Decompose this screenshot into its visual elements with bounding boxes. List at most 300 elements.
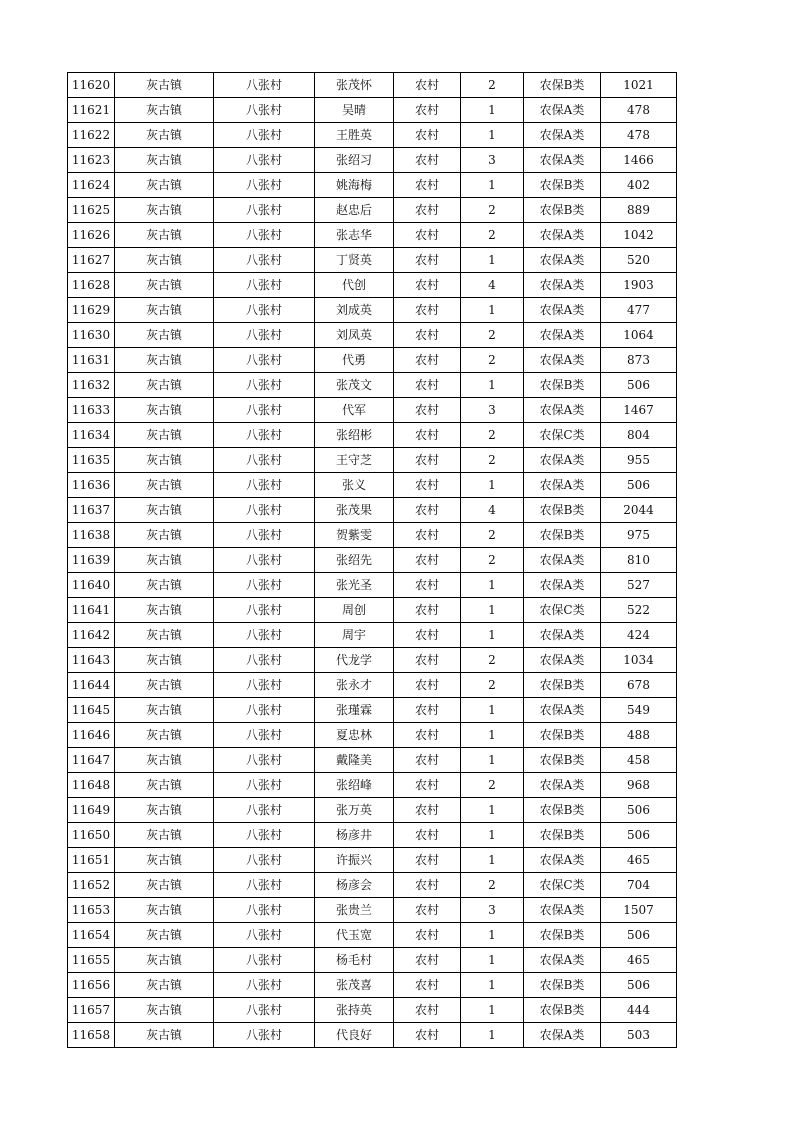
table-row bbox=[68, 823, 677, 848]
name-cell: 张绍习 bbox=[315, 148, 394, 173]
town-cell: 灰古镇 bbox=[115, 98, 214, 123]
table-row bbox=[68, 973, 677, 998]
village-cell: 八张村 bbox=[214, 673, 315, 698]
village-cell: 八张村 bbox=[214, 398, 315, 423]
amount-cell: 465 bbox=[601, 848, 677, 873]
town-cell: 灰古镇 bbox=[115, 648, 214, 673]
village-cell: 八张村 bbox=[214, 148, 315, 173]
name-cell: 贺紫雯 bbox=[315, 523, 394, 548]
family-size-cell: 2 bbox=[461, 348, 524, 373]
amount-cell: 975 bbox=[601, 523, 677, 548]
family-size-cell: 1 bbox=[461, 823, 524, 848]
table-row bbox=[68, 1023, 677, 1048]
serial-number-cell: 11629 bbox=[68, 298, 115, 323]
name-cell: 代良好 bbox=[315, 1023, 394, 1048]
village-cell: 八张村 bbox=[214, 973, 315, 998]
family-size-cell: 2 bbox=[461, 73, 524, 98]
household-type-cell: 农村 bbox=[394, 848, 461, 873]
town-cell: 灰古镇 bbox=[115, 723, 214, 748]
table-row bbox=[68, 673, 677, 698]
table-row bbox=[68, 873, 677, 898]
amount-cell: 1903 bbox=[601, 273, 677, 298]
insurance-category-cell: 农保A类 bbox=[524, 123, 601, 148]
name-cell: 代创 bbox=[315, 273, 394, 298]
table-row bbox=[68, 173, 677, 198]
town-cell: 灰古镇 bbox=[115, 923, 214, 948]
amount-cell: 968 bbox=[601, 773, 677, 798]
town-cell: 灰古镇 bbox=[115, 548, 214, 573]
serial-number-cell: 11643 bbox=[68, 648, 115, 673]
name-cell: 张茂果 bbox=[315, 498, 394, 523]
name-cell: 赵忠后 bbox=[315, 198, 394, 223]
town-cell: 灰古镇 bbox=[115, 898, 214, 923]
household-type-cell: 农村 bbox=[394, 423, 461, 448]
household-type-cell: 农村 bbox=[394, 448, 461, 473]
table-row bbox=[68, 898, 677, 923]
family-size-cell: 1 bbox=[461, 698, 524, 723]
household-type-cell: 农村 bbox=[394, 198, 461, 223]
table-row bbox=[68, 348, 677, 373]
table-row bbox=[68, 948, 677, 973]
table-row bbox=[68, 773, 677, 798]
insurance-category-cell: 农保B类 bbox=[524, 723, 601, 748]
amount-cell: 488 bbox=[601, 723, 677, 748]
insurance-category-cell: 农保A类 bbox=[524, 248, 601, 273]
serial-number-cell: 11632 bbox=[68, 373, 115, 398]
household-type-cell: 农村 bbox=[394, 573, 461, 598]
household-type-cell: 农村 bbox=[394, 73, 461, 98]
name-cell: 代勇 bbox=[315, 348, 394, 373]
family-size-cell: 1 bbox=[461, 973, 524, 998]
insurance-category-cell: 农保A类 bbox=[524, 148, 601, 173]
household-type-cell: 农村 bbox=[394, 148, 461, 173]
household-type-cell: 农村 bbox=[394, 698, 461, 723]
name-cell: 张茂怀 bbox=[315, 73, 394, 98]
insurance-category-cell: 农保A类 bbox=[524, 623, 601, 648]
amount-cell: 506 bbox=[601, 823, 677, 848]
serial-number-cell: 11623 bbox=[68, 148, 115, 173]
amount-cell: 478 bbox=[601, 98, 677, 123]
village-cell: 八张村 bbox=[214, 998, 315, 1023]
serial-number-cell: 11650 bbox=[68, 823, 115, 848]
town-cell: 灰古镇 bbox=[115, 523, 214, 548]
table-row bbox=[68, 573, 677, 598]
town-cell: 灰古镇 bbox=[115, 573, 214, 598]
table-row bbox=[68, 448, 677, 473]
village-cell: 八张村 bbox=[214, 823, 315, 848]
table-row bbox=[68, 798, 677, 823]
town-cell: 灰古镇 bbox=[115, 748, 214, 773]
table-row bbox=[68, 723, 677, 748]
town-cell: 灰古镇 bbox=[115, 373, 214, 398]
serial-number-cell: 11658 bbox=[68, 1023, 115, 1048]
household-type-cell: 农村 bbox=[394, 623, 461, 648]
town-cell: 灰古镇 bbox=[115, 973, 214, 998]
town-cell: 灰古镇 bbox=[115, 298, 214, 323]
village-cell: 八张村 bbox=[214, 523, 315, 548]
town-cell: 灰古镇 bbox=[115, 848, 214, 873]
serial-number-cell: 11638 bbox=[68, 523, 115, 548]
family-size-cell: 1 bbox=[461, 573, 524, 598]
serial-number-cell: 11648 bbox=[68, 773, 115, 798]
family-size-cell: 1 bbox=[461, 998, 524, 1023]
table-row bbox=[68, 498, 677, 523]
insurance-category-cell: 农保A类 bbox=[524, 948, 601, 973]
serial-number-cell: 11620 bbox=[68, 73, 115, 98]
table-row bbox=[68, 598, 677, 623]
insurance-category-cell: 农保B类 bbox=[524, 198, 601, 223]
roster-table bbox=[67, 72, 677, 1048]
household-type-cell: 农村 bbox=[394, 873, 461, 898]
amount-cell: 1064 bbox=[601, 323, 677, 348]
village-cell: 八张村 bbox=[214, 698, 315, 723]
table-row bbox=[68, 248, 677, 273]
family-size-cell: 1 bbox=[461, 1023, 524, 1048]
roster-table-body bbox=[68, 73, 677, 1048]
table-row bbox=[68, 923, 677, 948]
name-cell: 张贵兰 bbox=[315, 898, 394, 923]
town-cell: 灰古镇 bbox=[115, 998, 214, 1023]
town-cell: 灰古镇 bbox=[115, 73, 214, 98]
insurance-category-cell: 农保B类 bbox=[524, 173, 601, 198]
table-row bbox=[68, 748, 677, 773]
serial-number-cell: 11621 bbox=[68, 98, 115, 123]
serial-number-cell: 11626 bbox=[68, 223, 115, 248]
amount-cell: 704 bbox=[601, 873, 677, 898]
insurance-category-cell: 农保A类 bbox=[524, 98, 601, 123]
amount-cell: 458 bbox=[601, 748, 677, 773]
name-cell: 戴隆美 bbox=[315, 748, 394, 773]
table-row bbox=[68, 373, 677, 398]
village-cell: 八张村 bbox=[214, 898, 315, 923]
name-cell: 杨彦会 bbox=[315, 873, 394, 898]
insurance-category-cell: 农保A类 bbox=[524, 398, 601, 423]
serial-number-cell: 11634 bbox=[68, 423, 115, 448]
name-cell: 张绍峰 bbox=[315, 773, 394, 798]
serial-number-cell: 11622 bbox=[68, 123, 115, 148]
name-cell: 张志华 bbox=[315, 223, 394, 248]
town-cell: 灰古镇 bbox=[115, 498, 214, 523]
household-type-cell: 农村 bbox=[394, 173, 461, 198]
household-type-cell: 农村 bbox=[394, 648, 461, 673]
household-type-cell: 农村 bbox=[394, 523, 461, 548]
town-cell: 灰古镇 bbox=[115, 773, 214, 798]
family-size-cell: 3 bbox=[461, 898, 524, 923]
insurance-category-cell: 农保A类 bbox=[524, 273, 601, 298]
name-cell: 许振兴 bbox=[315, 848, 394, 873]
village-cell: 八张村 bbox=[214, 223, 315, 248]
serial-number-cell: 11646 bbox=[68, 723, 115, 748]
amount-cell: 549 bbox=[601, 698, 677, 723]
amount-cell: 1467 bbox=[601, 398, 677, 423]
village-cell: 八张村 bbox=[214, 73, 315, 98]
name-cell: 张绍先 bbox=[315, 548, 394, 573]
insurance-category-cell: 农保A类 bbox=[524, 573, 601, 598]
insurance-category-cell: 农保A类 bbox=[524, 298, 601, 323]
town-cell: 灰古镇 bbox=[115, 248, 214, 273]
household-type-cell: 农村 bbox=[394, 973, 461, 998]
family-size-cell: 2 bbox=[461, 673, 524, 698]
amount-cell: 955 bbox=[601, 448, 677, 473]
serial-number-cell: 11654 bbox=[68, 923, 115, 948]
name-cell: 张万英 bbox=[315, 798, 394, 823]
town-cell: 灰古镇 bbox=[115, 823, 214, 848]
serial-number-cell: 11656 bbox=[68, 973, 115, 998]
family-size-cell: 1 bbox=[461, 848, 524, 873]
insurance-category-cell: 农保A类 bbox=[524, 773, 601, 798]
village-cell: 八张村 bbox=[214, 598, 315, 623]
household-type-cell: 农村 bbox=[394, 898, 461, 923]
serial-number-cell: 11652 bbox=[68, 873, 115, 898]
village-cell: 八张村 bbox=[214, 348, 315, 373]
town-cell: 灰古镇 bbox=[115, 398, 214, 423]
name-cell: 张义 bbox=[315, 473, 394, 498]
household-type-cell: 农村 bbox=[394, 473, 461, 498]
insurance-category-cell: 农保B类 bbox=[524, 748, 601, 773]
amount-cell: 2044 bbox=[601, 498, 677, 523]
amount-cell: 503 bbox=[601, 1023, 677, 1048]
amount-cell: 810 bbox=[601, 548, 677, 573]
amount-cell: 506 bbox=[601, 923, 677, 948]
serial-number-cell: 11649 bbox=[68, 798, 115, 823]
serial-number-cell: 11640 bbox=[68, 573, 115, 598]
family-size-cell: 1 bbox=[461, 798, 524, 823]
table-row bbox=[68, 523, 677, 548]
town-cell: 灰古镇 bbox=[115, 798, 214, 823]
family-size-cell: 1 bbox=[461, 948, 524, 973]
village-cell: 八张村 bbox=[214, 98, 315, 123]
serial-number-cell: 11647 bbox=[68, 748, 115, 773]
name-cell: 张瑾霖 bbox=[315, 698, 394, 723]
name-cell: 代龙学 bbox=[315, 648, 394, 673]
table-row bbox=[68, 98, 677, 123]
insurance-category-cell: 农保B类 bbox=[524, 923, 601, 948]
town-cell: 灰古镇 bbox=[115, 123, 214, 148]
serial-number-cell: 11625 bbox=[68, 198, 115, 223]
name-cell: 杨毛村 bbox=[315, 948, 394, 973]
family-size-cell: 4 bbox=[461, 498, 524, 523]
table-row bbox=[68, 123, 677, 148]
serial-number-cell: 11653 bbox=[68, 898, 115, 923]
household-type-cell: 农村 bbox=[394, 748, 461, 773]
table-row bbox=[68, 548, 677, 573]
family-size-cell: 2 bbox=[461, 198, 524, 223]
name-cell: 姚海梅 bbox=[315, 173, 394, 198]
amount-cell: 804 bbox=[601, 423, 677, 448]
insurance-category-cell: 农保C类 bbox=[524, 873, 601, 898]
serial-number-cell: 11633 bbox=[68, 398, 115, 423]
amount-cell: 1042 bbox=[601, 223, 677, 248]
town-cell: 灰古镇 bbox=[115, 598, 214, 623]
village-cell: 八张村 bbox=[214, 573, 315, 598]
amount-cell: 527 bbox=[601, 573, 677, 598]
table-row bbox=[68, 273, 677, 298]
insurance-category-cell: 农保A类 bbox=[524, 223, 601, 248]
family-size-cell: 1 bbox=[461, 923, 524, 948]
village-cell: 八张村 bbox=[214, 873, 315, 898]
family-size-cell: 1 bbox=[461, 373, 524, 398]
family-size-cell: 2 bbox=[461, 548, 524, 573]
family-size-cell: 1 bbox=[461, 623, 524, 648]
amount-cell: 402 bbox=[601, 173, 677, 198]
amount-cell: 424 bbox=[601, 623, 677, 648]
insurance-category-cell: 农保B类 bbox=[524, 973, 601, 998]
name-cell: 夏忠林 bbox=[315, 723, 394, 748]
insurance-category-cell: 农保C类 bbox=[524, 423, 601, 448]
serial-number-cell: 11644 bbox=[68, 673, 115, 698]
serial-number-cell: 11627 bbox=[68, 248, 115, 273]
table-row bbox=[68, 398, 677, 423]
town-cell: 灰古镇 bbox=[115, 273, 214, 298]
insurance-category-cell: 农保B类 bbox=[524, 673, 601, 698]
table-row bbox=[68, 848, 677, 873]
name-cell: 刘成英 bbox=[315, 298, 394, 323]
insurance-category-cell: 农保A类 bbox=[524, 848, 601, 873]
village-cell: 八张村 bbox=[214, 323, 315, 348]
name-cell: 周宇 bbox=[315, 623, 394, 648]
town-cell: 灰古镇 bbox=[115, 323, 214, 348]
serial-number-cell: 11641 bbox=[68, 598, 115, 623]
table-row bbox=[68, 698, 677, 723]
household-type-cell: 农村 bbox=[394, 348, 461, 373]
household-type-cell: 农村 bbox=[394, 798, 461, 823]
table-row bbox=[68, 73, 677, 98]
amount-cell: 506 bbox=[601, 373, 677, 398]
table-row bbox=[68, 323, 677, 348]
amount-cell: 478 bbox=[601, 123, 677, 148]
village-cell: 八张村 bbox=[214, 798, 315, 823]
village-cell: 八张村 bbox=[214, 923, 315, 948]
town-cell: 灰古镇 bbox=[115, 1023, 214, 1048]
amount-cell: 506 bbox=[601, 973, 677, 998]
insurance-category-cell: 农保B类 bbox=[524, 823, 601, 848]
household-type-cell: 农村 bbox=[394, 773, 461, 798]
town-cell: 灰古镇 bbox=[115, 423, 214, 448]
family-size-cell: 1 bbox=[461, 473, 524, 498]
town-cell: 灰古镇 bbox=[115, 623, 214, 648]
insurance-category-cell: 农保A类 bbox=[524, 323, 601, 348]
family-size-cell: 2 bbox=[461, 448, 524, 473]
insurance-category-cell: 农保A类 bbox=[524, 1023, 601, 1048]
table-row bbox=[68, 198, 677, 223]
name-cell: 丁贤英 bbox=[315, 248, 394, 273]
town-cell: 灰古镇 bbox=[115, 448, 214, 473]
name-cell: 王守芝 bbox=[315, 448, 394, 473]
insurance-category-cell: 农保B类 bbox=[524, 798, 601, 823]
insurance-category-cell: 农保A类 bbox=[524, 898, 601, 923]
village-cell: 八张村 bbox=[214, 648, 315, 673]
village-cell: 八张村 bbox=[214, 723, 315, 748]
serial-number-cell: 11635 bbox=[68, 448, 115, 473]
household-type-cell: 农村 bbox=[394, 223, 461, 248]
village-cell: 八张村 bbox=[214, 423, 315, 448]
household-type-cell: 农村 bbox=[394, 598, 461, 623]
name-cell: 代玉宽 bbox=[315, 923, 394, 948]
village-cell: 八张村 bbox=[214, 498, 315, 523]
village-cell: 八张村 bbox=[214, 373, 315, 398]
household-type-cell: 农村 bbox=[394, 823, 461, 848]
table-row bbox=[68, 998, 677, 1023]
village-cell: 八张村 bbox=[214, 298, 315, 323]
family-size-cell: 1 bbox=[461, 98, 524, 123]
insurance-category-cell: 农保A类 bbox=[524, 648, 601, 673]
insurance-category-cell: 农保A类 bbox=[524, 448, 601, 473]
serial-number-cell: 11645 bbox=[68, 698, 115, 723]
household-type-cell: 农村 bbox=[394, 123, 461, 148]
family-size-cell: 2 bbox=[461, 523, 524, 548]
village-cell: 八张村 bbox=[214, 123, 315, 148]
amount-cell: 678 bbox=[601, 673, 677, 698]
amount-cell: 1021 bbox=[601, 73, 677, 98]
household-type-cell: 农村 bbox=[394, 498, 461, 523]
household-type-cell: 农村 bbox=[394, 1023, 461, 1048]
table-row bbox=[68, 623, 677, 648]
table-row bbox=[68, 473, 677, 498]
village-cell: 八张村 bbox=[214, 173, 315, 198]
amount-cell: 889 bbox=[601, 198, 677, 223]
household-type-cell: 农村 bbox=[394, 398, 461, 423]
village-cell: 八张村 bbox=[214, 448, 315, 473]
family-size-cell: 3 bbox=[461, 148, 524, 173]
insurance-category-cell: 农保B类 bbox=[524, 73, 601, 98]
family-size-cell: 4 bbox=[461, 273, 524, 298]
family-size-cell: 2 bbox=[461, 648, 524, 673]
name-cell: 张持英 bbox=[315, 998, 394, 1023]
family-size-cell: 1 bbox=[461, 123, 524, 148]
town-cell: 灰古镇 bbox=[115, 348, 214, 373]
insurance-category-cell: 农保A类 bbox=[524, 548, 601, 573]
amount-cell: 522 bbox=[601, 598, 677, 623]
table-row bbox=[68, 648, 677, 673]
table-row bbox=[68, 423, 677, 448]
household-type-cell: 农村 bbox=[394, 723, 461, 748]
serial-number-cell: 11631 bbox=[68, 348, 115, 373]
family-size-cell: 3 bbox=[461, 398, 524, 423]
name-cell: 张光圣 bbox=[315, 573, 394, 598]
amount-cell: 1466 bbox=[601, 148, 677, 173]
name-cell: 张绍彬 bbox=[315, 423, 394, 448]
insurance-category-cell: 农保A类 bbox=[524, 473, 601, 498]
family-size-cell: 2 bbox=[461, 323, 524, 348]
family-size-cell: 1 bbox=[461, 723, 524, 748]
household-type-cell: 农村 bbox=[394, 273, 461, 298]
serial-number-cell: 11637 bbox=[68, 498, 115, 523]
amount-cell: 1507 bbox=[601, 898, 677, 923]
amount-cell: 477 bbox=[601, 298, 677, 323]
family-size-cell: 2 bbox=[461, 423, 524, 448]
town-cell: 灰古镇 bbox=[115, 223, 214, 248]
household-type-cell: 农村 bbox=[394, 923, 461, 948]
serial-number-cell: 11624 bbox=[68, 173, 115, 198]
household-type-cell: 农村 bbox=[394, 948, 461, 973]
insurance-category-cell: 农保B类 bbox=[524, 998, 601, 1023]
town-cell: 灰古镇 bbox=[115, 698, 214, 723]
village-cell: 八张村 bbox=[214, 1023, 315, 1048]
name-cell: 刘凤英 bbox=[315, 323, 394, 348]
name-cell: 代军 bbox=[315, 398, 394, 423]
village-cell: 八张村 bbox=[214, 623, 315, 648]
amount-cell: 506 bbox=[601, 798, 677, 823]
amount-cell: 873 bbox=[601, 348, 677, 373]
household-type-cell: 农村 bbox=[394, 998, 461, 1023]
town-cell: 灰古镇 bbox=[115, 173, 214, 198]
village-cell: 八张村 bbox=[214, 248, 315, 273]
family-size-cell: 1 bbox=[461, 298, 524, 323]
family-size-cell: 2 bbox=[461, 873, 524, 898]
amount-cell: 1034 bbox=[601, 648, 677, 673]
amount-cell: 444 bbox=[601, 998, 677, 1023]
village-cell: 八张村 bbox=[214, 198, 315, 223]
